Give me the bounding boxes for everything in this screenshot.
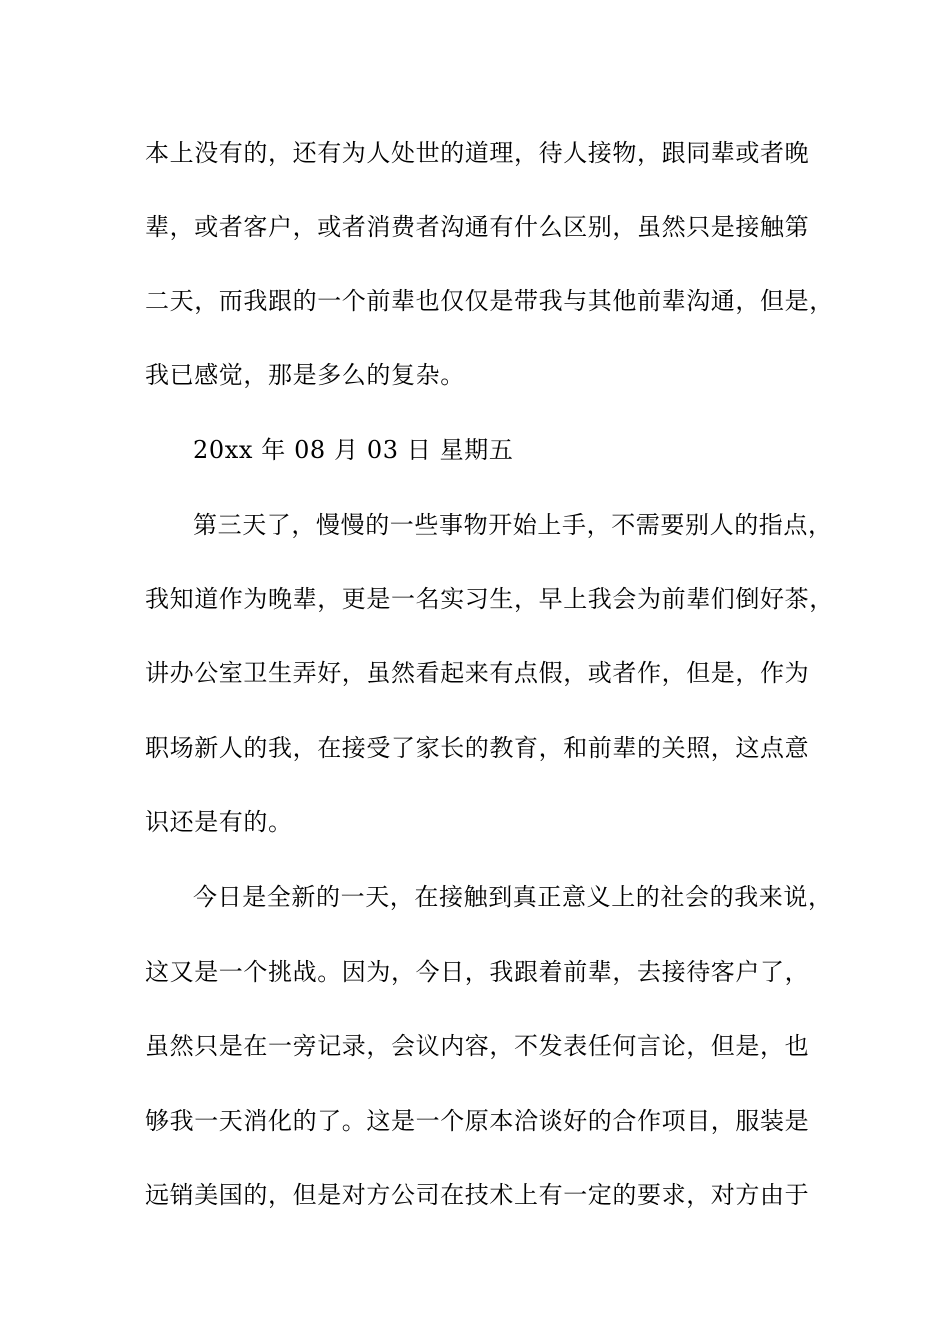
text-line: 够我一天消化的了。这是一个原本洽谈好的合作项目，服装是 (145, 1107, 810, 1135)
text-line: 辈，或者客户，或者消费者沟通有什么区别，虽然只是接触第 (145, 213, 810, 241)
date-heading: 20xx 年 08 月 03 日 星期五 (193, 436, 514, 464)
text-line: 识还是有的。 (145, 808, 293, 836)
text-line: 我已感觉，那是多么的复杂。 (145, 361, 465, 389)
text-line: 远销美国的，但是对方公司在技术上有一定的要求，对方由于 (145, 1181, 810, 1209)
text-line: 二天，而我跟的一个前辈也仅仅是带我与其他前辈沟通，但是， (145, 287, 834, 315)
text-line: 我知道作为晚辈，更是一名实习生，早上我会为前辈们倒好茶， (145, 585, 834, 613)
text-line: 这又是一个挑战。因为，今日，我跟着前辈，去接待客户了， (145, 958, 810, 986)
text-line: 第三天了，慢慢的一些事物开始上手，不需要别人的指点， (193, 511, 833, 539)
text-line: 今日是全新的一天，在接触到真正意义上的社会的我来说， (193, 883, 833, 911)
text-line: 讲办公室卫生弄好，虽然看起来有点假，或者作，但是，作为 (145, 659, 810, 687)
text-line: 职场新人的我，在接受了家长的教育，和前辈的关照，这点意 (145, 734, 810, 762)
text-line: 虽然只是在一旁记录，会议内容，不发表任何言论，但是，也 (145, 1032, 810, 1060)
text-line: 本上没有的，还有为人处世的道理，待人接物，跟同辈或者晚 (145, 139, 810, 167)
